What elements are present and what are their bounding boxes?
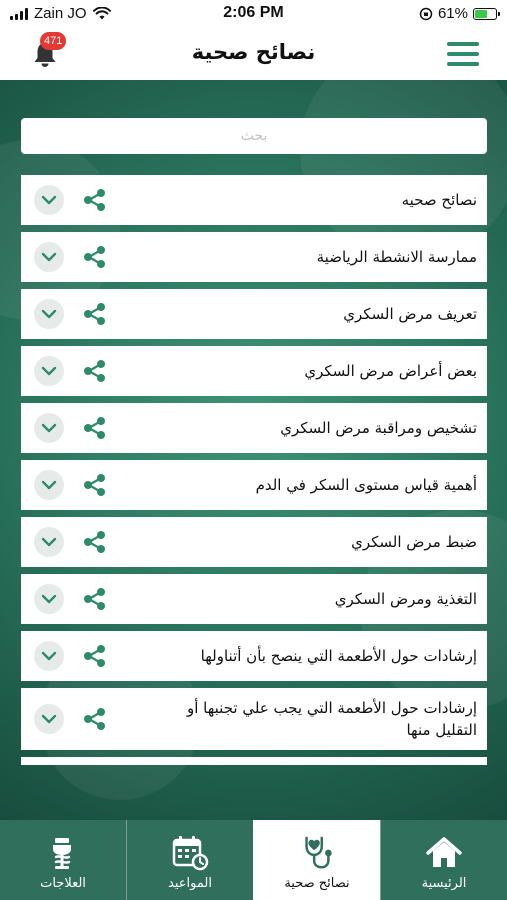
chevron-down-icon[interactable] — [34, 641, 64, 671]
stethoscope-icon — [298, 834, 336, 872]
share-icon[interactable] — [81, 300, 109, 328]
share-icon[interactable] — [81, 357, 109, 385]
menu-icon[interactable] — [447, 42, 479, 66]
battery-icon — [473, 8, 497, 20]
status-time: 2:06 PM — [223, 4, 284, 21]
share-icon[interactable] — [81, 705, 109, 733]
tip-title: نصائح صحيه — [401, 191, 477, 209]
tip-row[interactable] — [21, 631, 487, 681]
chevron-down-icon[interactable] — [34, 356, 64, 386]
chevron-down-icon[interactable] — [34, 470, 64, 500]
share-icon[interactable] — [81, 471, 109, 499]
tip-row[interactable] — [21, 517, 487, 567]
tab-health-tips[interactable] — [253, 820, 380, 900]
tip-title: ضبط مرض السكري — [351, 533, 477, 551]
chevron-down-icon[interactable] — [34, 299, 64, 329]
tip-row[interactable] — [21, 175, 487, 225]
battery-level — [475, 10, 487, 18]
tab-treatments[interactable] — [0, 820, 126, 900]
tip-row[interactable] — [21, 289, 487, 339]
tip-row[interactable] — [21, 232, 487, 282]
share-icon[interactable] — [81, 414, 109, 442]
tip-title: إرشادات حول الأطعمة التي ينصح بأن أتناولها — [200, 647, 477, 665]
search-input[interactable] — [21, 118, 487, 154]
search-box[interactable] — [21, 118, 487, 154]
share-icon[interactable] — [81, 642, 109, 670]
status-right — [419, 5, 497, 22]
share-icon[interactable] — [81, 528, 109, 556]
tab-label: العلاجات — [40, 876, 86, 891]
tab-label: الرئيسية — [421, 876, 467, 891]
share-icon[interactable] — [81, 585, 109, 613]
home-icon — [425, 834, 463, 872]
tip-row[interactable] — [21, 346, 487, 396]
chevron-down-icon[interactable] — [34, 704, 64, 734]
tab-label: المواعيد — [168, 876, 212, 891]
page-title: نصائح صحية — [191, 40, 316, 64]
chevron-down-icon[interactable] — [34, 413, 64, 443]
chevron-down-icon[interactable] — [34, 242, 64, 272]
orientation-lock-icon — [419, 7, 433, 21]
tip-title: تشخيص ومراقبة مرض السكري — [280, 419, 477, 437]
app-header — [0, 28, 507, 80]
tip-title: بعض أعراض مرض السكري — [304, 362, 477, 380]
main-content — [0, 80, 507, 820]
tab-home[interactable] — [380, 820, 507, 900]
carrier-name: Zain JO — [34, 5, 87, 22]
tip-row[interactable] — [21, 688, 487, 750]
bottom-tab-bar — [0, 820, 507, 900]
share-icon[interactable] — [81, 186, 109, 214]
tip-title: أهمية قياس مستوى السكر في الدم — [255, 476, 477, 494]
battery-percent: 61% — [437, 5, 468, 22]
chevron-down-icon[interactable] — [34, 185, 64, 215]
calendar-icon — [171, 834, 209, 872]
tips-list — [21, 175, 487, 772]
tip-row-partial — [21, 757, 487, 765]
tab-label: نصائح صحية — [284, 876, 350, 891]
notification-badge: 471 — [40, 32, 66, 50]
tip-row[interactable] — [21, 574, 487, 624]
status-bar — [0, 0, 507, 28]
tip-title: ممارسة الانشطة الرياضية — [316, 248, 477, 266]
chevron-down-icon[interactable] — [34, 527, 64, 557]
share-icon[interactable] — [81, 243, 109, 271]
tip-title: التغذية ومرض السكري — [334, 590, 477, 608]
medicine-icon — [44, 834, 82, 872]
tab-appointments[interactable] — [126, 820, 253, 900]
chevron-down-icon[interactable] — [34, 584, 64, 614]
tip-row[interactable] — [21, 460, 487, 510]
tip-title: تعريف مرض السكري — [343, 305, 477, 323]
tip-row[interactable] — [21, 403, 487, 453]
tip-title: إرشادات حول الأطعمة التي يجب علي تجنبها أو التقليل منها — [186, 699, 477, 739]
